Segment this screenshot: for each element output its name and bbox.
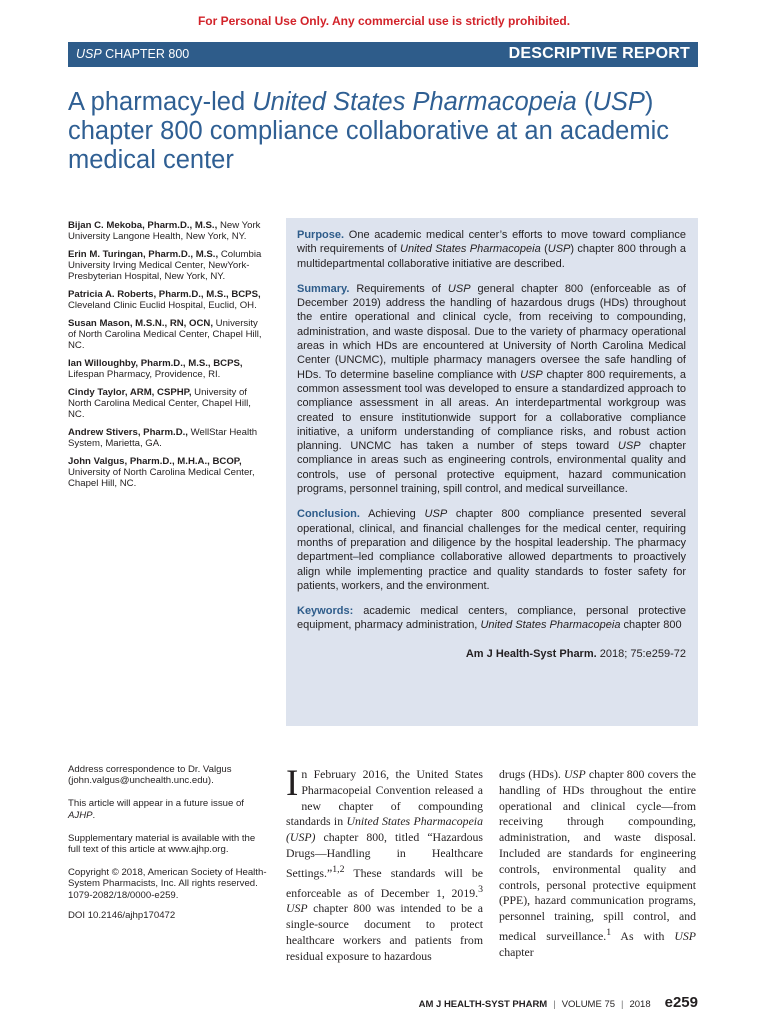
usage-notice: For Personal Use Only. Any commercial use is strictly prohibited. xyxy=(197,14,571,28)
section-label: USP CHAPTER 800 xyxy=(76,47,190,61)
article-citation: Am J Health-Syst Pharm. 2018; 75:e259-72 xyxy=(465,647,686,660)
future-issue-note: This article will appear in a future issue of AJHP. xyxy=(68,798,244,821)
body-column-2: drugs (HDs). USP chapter 800 covers the handling of HDs throughout the entire operational and clinical cycle—from receiving through compounding, administration, and waste disposal. Included are standards for engineering controls, environmental quality and controls, personal protective equipment (PPE), hazard communication programs, personnel training, spill control, and medical surveillance.$^1$ As with USP chapter xyxy=(499,767,696,959)
footer-journal: AM J HEALTH-SYST PHARM xyxy=(418,999,548,1010)
author-entry: Cindy Taylor, ARM, CSPHP, University of North Carolina Medical Center, Chapel Hill, NC. xyxy=(68,387,251,420)
side-notes xyxy=(68,764,268,933)
author-entry: Susan Mason, M.S.N., RN, OCN, University of North Carolina Medical Center, Chapel Hill, NC. xyxy=(68,318,262,351)
doi-note: DOI 10.2146/ajhp170472 xyxy=(68,909,176,921)
footer-year: 2018 xyxy=(629,999,651,1010)
abstract-purpose: Purpose. One academic medical center’s efforts to move toward compliance with requirements of United States Pharmacopeia (USP) chapter 800 through a multidepartmental collaborative initiative are described. xyxy=(297,229,686,270)
author-entry: John Valgus, Pharm.D., M.H.A., BCOP, University of North Carolina Medical Center, Chapel Hill, NC. xyxy=(68,456,255,489)
article-title: A pharmacy-led United States Pharmacopeia (USP) chapter 800 compliance collaborative at an academic medical center xyxy=(68,88,670,174)
abstract-summary: Summary. Requirements of USP general chapter 800 (enforceable as of December 2019) address the handling of hazardous drugs (HDs) throughout the entire operational and clinical cycle, from receiving to compounding, administration, and waste disposal. Due to the variety of pharmacy operational areas in which HDs are encountered at University of North Carolina Medical Center (UNCMC), multiple pharmacy managers oversee the safe handling of HDs. To determine baseline compliance with USP chapter 800 requirements, a common assessment tool was developed to ensure a standardized approach to compliance assessment in all areas. An interdepartmental workgroup was created to ensure institutionwide support for a collaborative compliance initiative, a uniform understanding of compliance risks, and robust action planning. UNCMC has taken a number of steps toward USP chapter compliance in areas such as engineering controls, environmental quality and controls, use of personal protective equipment, hazard communication programs, personnel training, spill control, and medical surveillance. xyxy=(297,282,686,496)
author-entry: Andrew Stivers, Pharm.D., WellStar Health System, Marietta, GA. xyxy=(68,427,258,449)
body-column-1: In February 2016, the United States Pharmacopeial Convention released a new chapter of compounding standards in United States Pharmacopeia (USP) chapter 800, titled “Hazardous Drugs—Handling in Healthcare Settings.”$^{1,2}$ These standards will be enforceable as of December 1, 2019.$^3$ USP chapter 800 was intended to be a single-source document to protect healthcare workers and patients from residual exposure to hazardous xyxy=(286,763,483,963)
author-list xyxy=(68,220,268,496)
author-entry: Patricia A. Roberts, Pharm.D., M.S., BCPS, Cleveland Clinic Euclid Hospital, Euclid, OH. xyxy=(68,289,261,311)
page-number: e259 xyxy=(664,994,698,1011)
page-footer: AM J HEALTH-SYST PHARM | VOLUME 75 | 2018 e259 xyxy=(418,994,698,1011)
report-type: DESCRIPTIVE REPORT xyxy=(508,45,690,62)
copyright-note: Copyright © 2018, American Society of Health-System Pharmacists, Inc. All rights reserved. 1079-2082/18/0000-e259. xyxy=(68,867,267,901)
author-entry: Erin M. Turingan, Pharm.D., M.S., Columbia University Irving Medical Center, NewYork-Presbyterian Hospital, New York, NY. xyxy=(68,249,262,282)
header-bar xyxy=(68,42,698,67)
author-entry: Ian Willoughby, Pharm.D., M.S., BCPS, Lifespan Pharmacy, Providence, RI. xyxy=(68,358,243,380)
supplementary-note: Supplementary material is available with the full text of this article at www.ajhp.org. xyxy=(68,832,256,856)
abstract-box xyxy=(286,218,698,726)
footer-volume: VOLUME 75 xyxy=(561,999,616,1010)
drop-cap: I xyxy=(286,763,299,804)
abstract-keywords: Keywords: academic medical centers, compliance, personal protective equipment, pharmacy administration, United States Pharmacopeia chapter 800 xyxy=(297,605,686,632)
author-entry: Bijan C. Mekoba, Pharm.D., M.S., New York University Langone Health, New York, NY. xyxy=(68,220,261,242)
abstract-conclusion: Conclusion. Achieving USP chapter 800 compliance presented several operational, clinical, and financial challenges for the medical center, requiring months of preparation and diligence by the hospital leadership. The pharmacy department–led compliance collaborative allowed departments to proactively align while implementing practice and quality standards to foster safety for patients, workers, and the environment. xyxy=(297,508,686,592)
correspondence-note: Address correspondence to Dr. Valgus (john.valgus@unchealth.unc.edu). xyxy=(68,764,232,787)
